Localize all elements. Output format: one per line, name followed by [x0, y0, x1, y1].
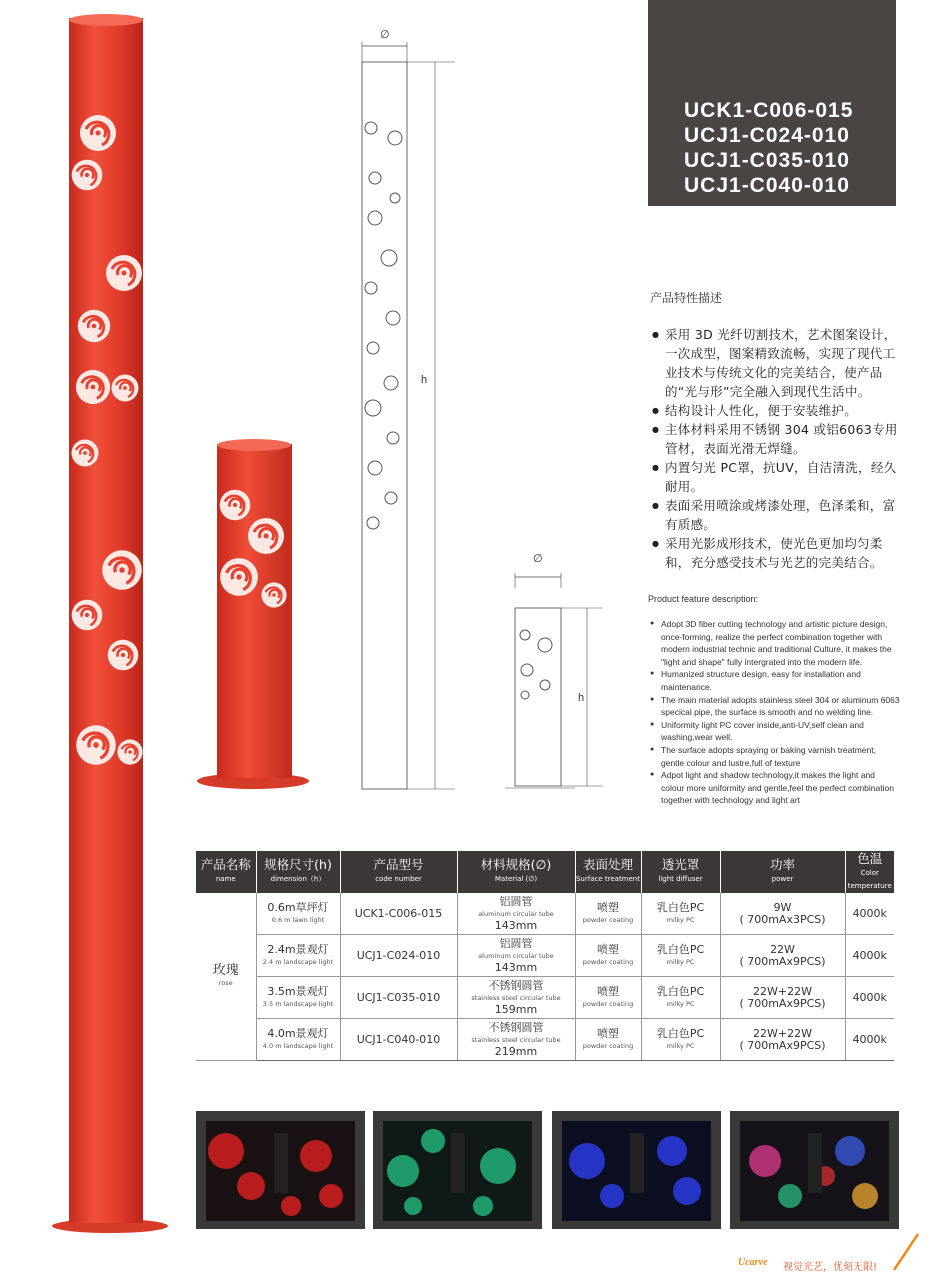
code-cell: UCJ1-C035-010	[340, 977, 457, 1019]
model-code: UCJ1-C040-010	[684, 174, 850, 197]
material-cell: 铝圆管 aluminum circular tube 143mm	[457, 935, 575, 977]
short-diameter-label: ∅	[533, 553, 543, 565]
tall-pole-image	[50, 8, 170, 1238]
material-cell: 铝圆管 aluminum circular tube 143mm	[457, 893, 575, 935]
spec-table	[196, 851, 894, 1061]
header-cell: 材料规格(∅) Material (∅)	[457, 851, 575, 893]
product-name-cell: 玫瑰 rose	[196, 893, 256, 1061]
model-code-box	[648, 0, 896, 206]
power-cell: 22W+22W ( 700mAx9PCS)	[720, 977, 845, 1019]
code-cell: UCK1-C006-015	[340, 893, 457, 935]
material-cell: 不锈钢圆管 stainless steel circular tube 159mm	[457, 977, 575, 1019]
surface-cell: 喷塑 powder coating	[575, 977, 641, 1019]
cn-feature-item: ● 采用光影成形技术，使光色更加均匀柔和，充分感受技术与光艺的完美结合。	[652, 534, 907, 572]
code-cell: UCJ1-C024-010	[340, 935, 457, 977]
temperature-cell: 4000k	[845, 977, 894, 1019]
lawn-light-drawing	[505, 570, 610, 790]
model-code: UCJ1-C024-010	[684, 124, 850, 147]
header-cell: 产品名称 name	[196, 851, 256, 893]
power-cell: 22W ( 700mAx9PCS)	[720, 935, 845, 977]
cn-feature-item: ● 主体材料采用不锈钢 304 或铝6063专用管材，表面光滑无焊缝。	[652, 420, 907, 458]
material-cell: 不锈钢圆管 stainless steel circular tube 219mm	[457, 1019, 575, 1061]
header-cell: 透光罩 light diffuser	[641, 851, 720, 893]
header-cell: 规格尺寸(h) dimension（h）	[256, 851, 340, 893]
diffuser-cell: 乳白色PC milky PC	[641, 977, 720, 1019]
table-row	[196, 977, 894, 1019]
code-cell: UCJ1-C040-010	[340, 1019, 457, 1061]
lawn-light-image	[196, 436, 312, 792]
brand-logo: Ucarve	[738, 1257, 768, 1268]
effect-photo-green	[373, 1111, 542, 1229]
short-height-label: h	[578, 692, 585, 704]
header-cell: 功率 power	[720, 851, 845, 893]
header-cell: 产品型号 code number	[340, 851, 457, 893]
brush-stroke-icon	[892, 1232, 922, 1272]
surface-cell: 喷塑 powder coating	[575, 935, 641, 977]
power-cell: 9W ( 700mAx3PCS)	[720, 893, 845, 935]
effect-photo-multicolor	[730, 1111, 899, 1229]
en-feature-list	[650, 618, 900, 807]
cn-feature-item: ● 表面采用喷涂或烤漆处理，色泽柔和，富有质感。	[652, 496, 907, 534]
effect-photo-red	[196, 1111, 365, 1229]
en-feature-item: ● Adopt 3D fiber cutting technology and artistic picture design, once-forming, realize the perfect combination together with modern industrial technic and traditional Culture, it makes the "light and shape" fully intergrated into the modern life.	[650, 618, 900, 668]
dimension-cell: 2.4m景观灯 2.4 m landscape light	[256, 935, 340, 977]
power-cell: 22W+22W ( 700mAx9PCS)	[720, 1019, 845, 1061]
header-cell: 色温 Color temperature	[845, 851, 894, 893]
model-code: UCK1-C006-015	[684, 99, 854, 122]
table-header-row	[196, 851, 894, 893]
temperature-cell: 4000k	[845, 935, 894, 977]
cn-feature-item: ● 内置匀光 PC罩，抗UV，自洁清洗，经久耐用。	[652, 458, 907, 496]
diffuser-cell: 乳白色PC milky PC	[641, 893, 720, 935]
dimension-cell: 4.0m景观灯 4.0 m landscape light	[256, 1019, 340, 1061]
tall-diameter-label: ∅	[380, 29, 390, 41]
en-feature-item: ● Uniformity light PC cover inside,anti-UV,self clean and washing,wear well.	[650, 719, 900, 744]
header-cell: 表面处理 Surface treatment	[575, 851, 641, 893]
en-feature-title: Product feature description:	[648, 594, 759, 604]
table-row	[196, 1019, 894, 1061]
dimension-cell: 3.5m景观灯 3.5 m landscape light	[256, 977, 340, 1019]
surface-cell: 喷塑 powder coating	[575, 893, 641, 935]
temperature-cell: 4000k	[845, 893, 894, 935]
surface-cell: 喷塑 powder coating	[575, 1019, 641, 1061]
tall-height-label: h	[421, 374, 428, 386]
cn-feature-item: ● 采用 3D 光纤切割技术，艺术图案设计，一次成型，图案精致流畅，实现了现代工业技术与传统文化的完美结合，使产品的“光与形”完全融入到现代生活中。	[652, 325, 907, 401]
table-row	[196, 893, 894, 935]
en-feature-item: ● The surface adopts spraying or baking varnish treatment, gentle colour and lustre,full of texture	[650, 744, 900, 769]
table-row	[196, 935, 894, 977]
en-feature-item: ● The main material adopts stainless steel 304 or aluminum 6063 specical pipe, the surface is smooth and no welding line.	[650, 694, 900, 719]
cn-feature-list	[652, 325, 907, 572]
temperature-cell: 4000k	[845, 1019, 894, 1061]
tall-pole-drawing	[355, 28, 465, 793]
diffuser-cell: 乳白色PC milky PC	[641, 1019, 720, 1061]
dimension-cell: 0.6m草坪灯 0.6 m lawn light	[256, 893, 340, 935]
en-feature-item: ● Adpot light and shadow technology,it makes the light and colour more uniformity and gentle,feel the perfect combination together with technology and light art	[650, 769, 900, 807]
cn-feature-item: ● 结构设计人性化，便于安装维护。	[652, 401, 907, 420]
en-feature-item: ● Humanized structure design, easy for installation and maintenance.	[650, 668, 900, 693]
diffuser-cell: 乳白色PC milky PC	[641, 935, 720, 977]
brand-slogan: 视觉光艺，优刻无限!	[783, 1262, 878, 1273]
model-code: UCJ1-C035-010	[684, 149, 850, 172]
effect-photo-blue	[552, 1111, 721, 1229]
cn-feature-title: 产品特性描述	[650, 291, 723, 305]
